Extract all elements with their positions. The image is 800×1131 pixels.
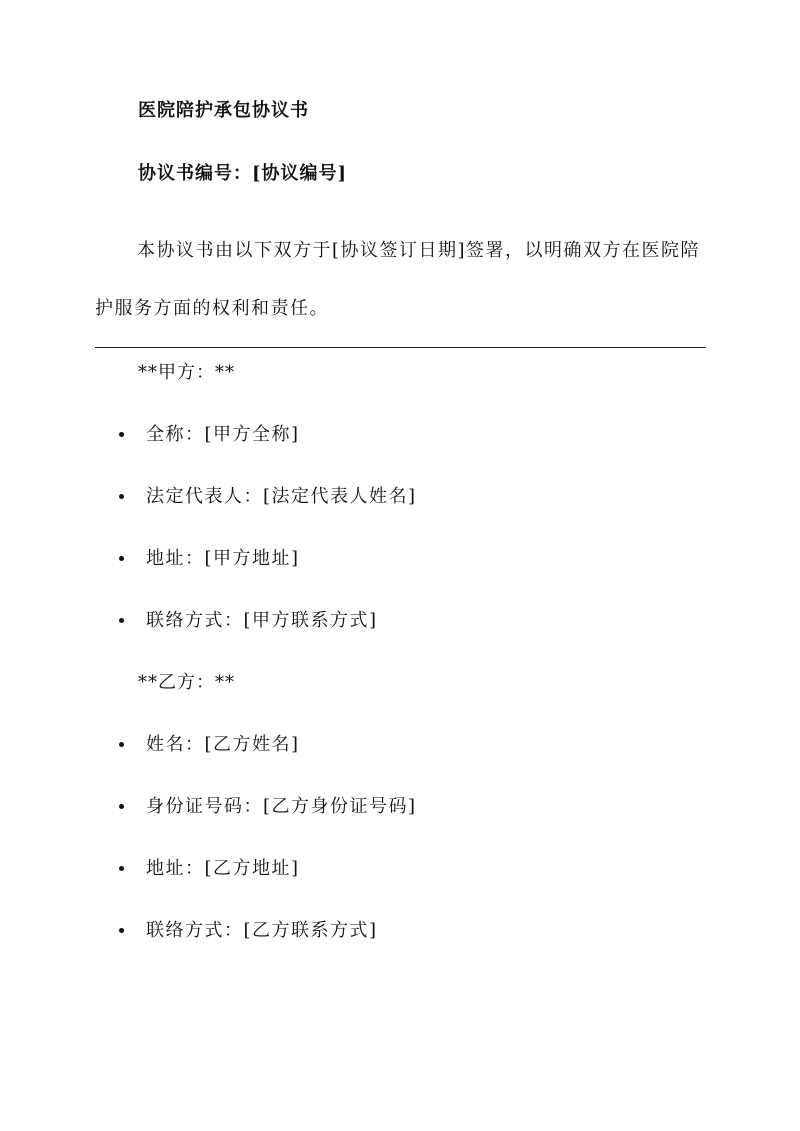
party-b-contact: 联络方式：[乙方联系方式] (146, 920, 378, 941)
party-a-heading: **甲方：** (138, 362, 235, 383)
agreement-number: 协议书编号：[协议编号] (138, 163, 348, 184)
bullet-icon (119, 432, 124, 437)
bullet-icon (119, 804, 124, 809)
party-a-contact: 联络方式：[甲方联系方式] (146, 610, 378, 631)
bullet-icon (119, 618, 124, 623)
bullet-icon (119, 866, 124, 871)
party-b-name: 姓名：[乙方姓名] (146, 734, 300, 755)
party-b-heading: **乙方：** (138, 672, 235, 693)
bullet-icon (119, 556, 124, 561)
party-a-legal-rep: 法定代表人：[法定代表人姓名] (146, 486, 417, 507)
party-a-address: 地址：[甲方地址] (146, 548, 300, 569)
bullet-icon (119, 742, 124, 747)
party-b-id-number: 身份证号码：[乙方身份证号码] (146, 796, 417, 817)
party-b-address: 地址：[乙方地址] (146, 858, 300, 879)
horizontal-divider (95, 347, 706, 348)
bullet-icon (119, 494, 124, 499)
bullet-icon (119, 928, 124, 933)
intro-paragraph: 本协议书由以下双方于[协议签订日期]签署，以明确双方在医院陪护服务方面的权利和责任。 (95, 240, 701, 319)
party-a-fullname: 全称：[甲方全称] (146, 424, 300, 445)
document-title: 医院陪护承包协议书 (138, 100, 309, 121)
